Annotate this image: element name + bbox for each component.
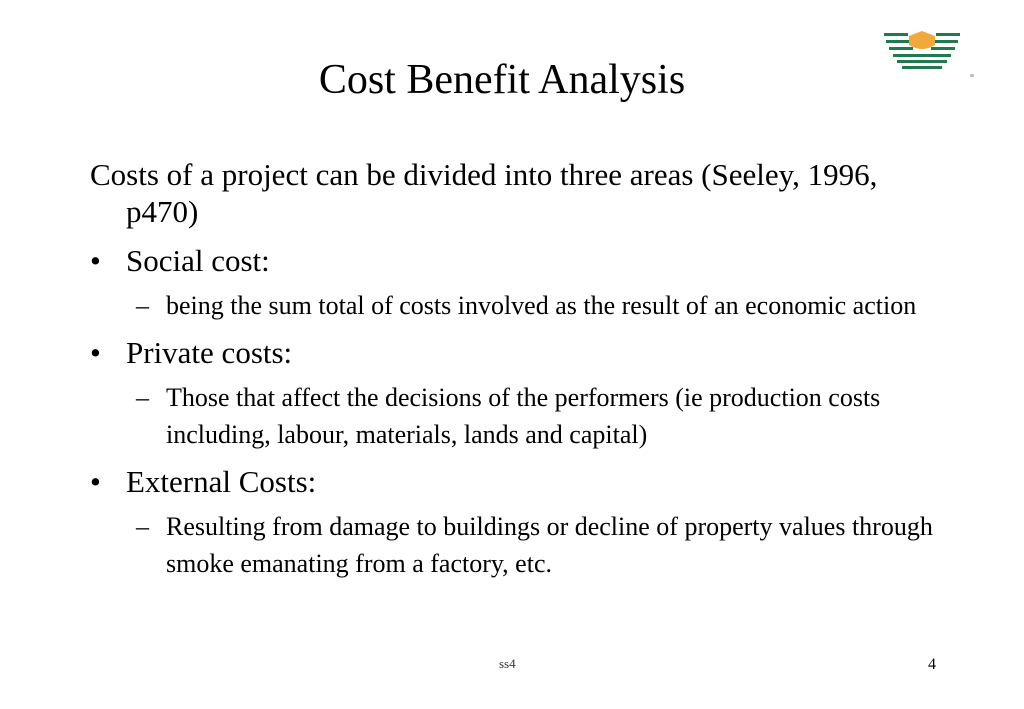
logo-mark-dot: [970, 74, 974, 77]
intro-text: Costs of a project can be divided into three areas (Seeley, 1996, p470): [90, 157, 878, 229]
sub-bullet-social-cost: [130, 287, 950, 324]
bullet-heading: Private costs:: [126, 335, 293, 370]
university-emblem-icon: [884, 30, 960, 72]
dash-marker: –: [136, 383, 149, 412]
dash-marker: –: [136, 512, 149, 541]
bullet-heading: Social cost:: [126, 243, 270, 278]
bullet-marker: •: [90, 335, 101, 370]
bullet-heading: External Costs:: [126, 464, 317, 499]
sub-bullet-external-costs: [130, 508, 950, 582]
emblem-center: [909, 31, 935, 49]
bullet-marker: •: [90, 464, 101, 499]
sub-bullet-text: Those that affect the decisions of the performers (ie production costs including, labour, materials, lands and capital): [166, 383, 881, 449]
bullet-external-costs: [90, 463, 950, 500]
dash-marker: –: [136, 291, 149, 320]
sub-bullet-private-costs: [130, 379, 950, 453]
slide-title: Cost Benefit Analysis: [318, 57, 686, 103]
bullet-social-cost: [90, 242, 950, 279]
page-number: 4: [928, 656, 936, 673]
footer-label: ss4: [499, 656, 516, 671]
bullet-private-costs: [90, 334, 950, 371]
slide-content: [90, 156, 950, 592]
bullet-marker: •: [90, 243, 101, 278]
sub-bullet-text: Resulting from damage to buildings or decline of property values through smoke emanating from a factory, etc.: [166, 512, 933, 578]
sub-bullet-text: being the sum total of costs involved as the result of an economic action: [166, 291, 917, 320]
